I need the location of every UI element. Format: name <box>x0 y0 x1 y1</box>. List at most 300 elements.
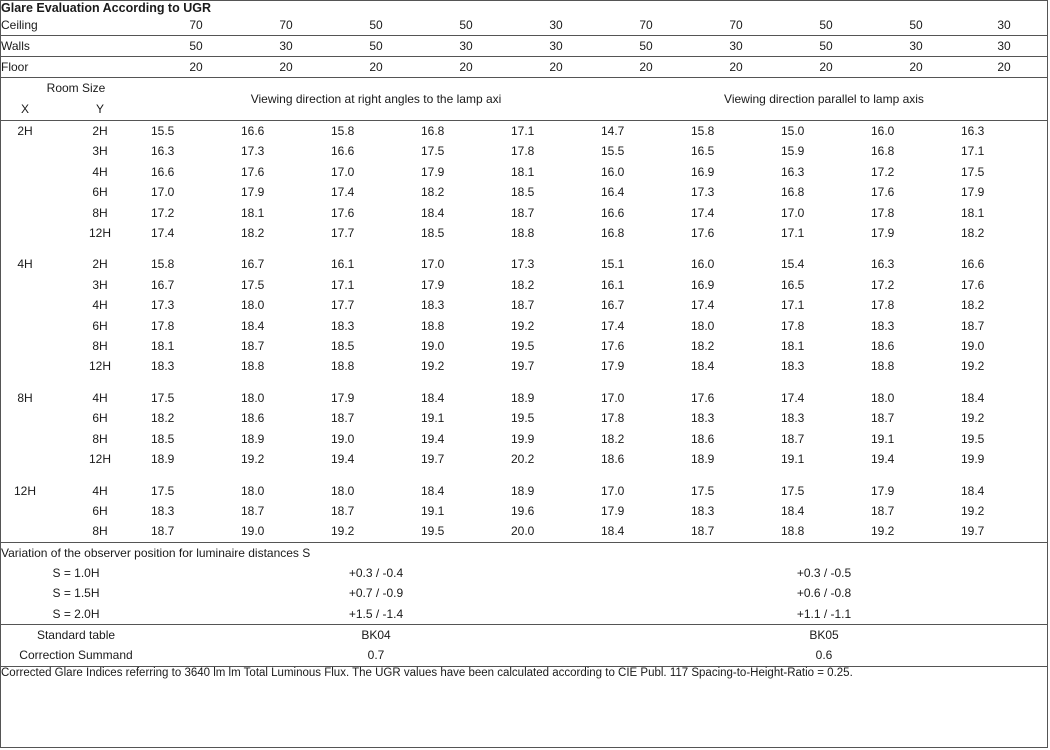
variation-label: S = 1.5H <box>52 586 100 601</box>
title-row <box>1 1 1047 15</box>
cell: 19.1 <box>871 431 895 446</box>
cell: 19.9 <box>511 431 535 446</box>
cell: 17.4 <box>691 205 715 220</box>
cell: 18.0 <box>241 298 265 313</box>
cell: 19.2 <box>331 524 355 539</box>
cell: 20.0 <box>511 524 535 539</box>
cell: 16.1 <box>601 277 625 292</box>
cell: 70 <box>729 18 743 32</box>
cell: 17.8 <box>151 318 175 333</box>
cell: 15.4 <box>781 257 805 272</box>
cell: 18.3 <box>781 359 805 374</box>
cell: 14.7 <box>601 124 625 138</box>
table-row-variation <box>1 604 1047 625</box>
x-value <box>1 336 49 356</box>
cell: 20 <box>369 60 383 74</box>
cell: 18.4 <box>691 359 715 374</box>
cell: 19.4 <box>331 452 355 467</box>
cell: 18.3 <box>151 359 175 374</box>
cell: 18.9 <box>511 483 535 498</box>
cell: 18.1 <box>241 205 265 220</box>
cell: 17.9 <box>421 277 445 292</box>
x-value <box>1 429 49 449</box>
y-value: 12H <box>88 359 111 374</box>
cell: 18.7 <box>691 524 715 539</box>
cell: 17.2 <box>871 164 895 179</box>
reflectance-label-floor: Floor <box>1 60 29 74</box>
table-row-walls <box>1 36 1047 57</box>
cell: 18.7 <box>871 411 895 426</box>
reflectance-label-ceiling: Ceiling <box>1 18 38 32</box>
cell: 18.2 <box>601 431 625 446</box>
cell: 16.0 <box>871 124 895 138</box>
table-row-floor <box>1 57 1047 78</box>
cell: 19.5 <box>511 339 535 354</box>
cell: 17.5 <box>151 390 175 405</box>
cell: 15.5 <box>601 144 625 159</box>
cell: 19.7 <box>511 359 535 374</box>
cell: 17.9 <box>601 359 625 374</box>
table-row-standard-table <box>1 624 1047 645</box>
cell: 30 <box>909 39 923 53</box>
cell: 18.0 <box>241 390 265 405</box>
cell: 18.5 <box>421 226 445 241</box>
x-value <box>1 182 49 202</box>
cell: 18.2 <box>691 339 715 354</box>
cell: 16.0 <box>601 164 625 179</box>
x-value: 12H <box>13 483 36 498</box>
cell: 17.7 <box>331 298 355 313</box>
cell: 17.6 <box>601 339 625 354</box>
cell: 16.5 <box>781 277 805 292</box>
cell: 20 <box>459 60 473 74</box>
cell: 17.2 <box>871 277 895 292</box>
cell: 17.9 <box>241 185 265 200</box>
variation-left: +1.5 / -1.4 <box>348 606 404 621</box>
x-value <box>1 408 49 428</box>
cell: 15.8 <box>151 257 175 272</box>
cell: 70 <box>189 18 203 32</box>
table-row <box>1 223 1047 243</box>
y-value: 3H <box>92 277 108 292</box>
cell: 18.6 <box>601 452 625 467</box>
cell: 18.7 <box>871 503 895 518</box>
cell: 20 <box>279 60 293 74</box>
cell: 18.0 <box>241 483 265 498</box>
page-title: Glare Evaluation According to UGR <box>1 1 211 15</box>
cell: 19.2 <box>961 411 985 426</box>
cell: 17.5 <box>781 483 805 498</box>
cell: 18.4 <box>961 390 985 405</box>
y-value: 4H <box>92 390 108 405</box>
cell: 18.4 <box>421 390 445 405</box>
cell: 17.9 <box>421 164 445 179</box>
cell: 17.4 <box>601 318 625 333</box>
standard-table-right: BK05 <box>809 627 839 642</box>
cell: 30 <box>279 39 293 53</box>
cell: 16.7 <box>151 277 175 292</box>
cell: 18.1 <box>511 164 535 179</box>
x-value <box>1 162 49 182</box>
y-value: 2H <box>92 124 108 138</box>
cell: 18.4 <box>781 503 805 518</box>
x-value <box>1 223 49 243</box>
cell: 18.8 <box>781 524 805 539</box>
table-row-variation <box>1 563 1047 583</box>
x-value <box>1 449 49 469</box>
cell: 18.9 <box>151 452 175 467</box>
cell: 30 <box>997 39 1011 53</box>
table-row-ceiling <box>1 15 1047 36</box>
cell: 17.6 <box>691 390 715 405</box>
cell: 17.0 <box>601 390 625 405</box>
table-row <box>1 275 1047 295</box>
cell: 15.0 <box>781 124 805 138</box>
table-row <box>1 182 1047 202</box>
cell: 19.0 <box>961 339 985 354</box>
x-value: 4H <box>17 257 33 272</box>
cell: 16.6 <box>601 205 625 220</box>
cell: 18.7 <box>151 524 175 539</box>
cell: 30 <box>997 18 1011 32</box>
cell: 50 <box>909 18 923 32</box>
cell: 17.9 <box>961 185 985 200</box>
cell: 15.5 <box>151 124 175 138</box>
cell: 18.2 <box>151 411 175 426</box>
cell: 18.9 <box>511 390 535 405</box>
cell: 18.4 <box>601 524 625 539</box>
cell: 20 <box>997 60 1011 74</box>
cell: 15.1 <box>601 257 625 272</box>
cell: 17.9 <box>871 226 895 241</box>
cell: 15.8 <box>691 124 715 138</box>
x-header: X <box>20 102 29 116</box>
cell: 18.1 <box>151 339 175 354</box>
cell: 19.2 <box>961 503 985 518</box>
cell: 17.1 <box>961 144 985 159</box>
cell: 16.8 <box>421 124 445 138</box>
cell: 17.5 <box>241 277 265 292</box>
cell: 18.4 <box>421 205 445 220</box>
y-value: 4H <box>92 298 108 313</box>
y-value: 4H <box>92 164 108 179</box>
footer-row <box>1 666 1047 679</box>
cell: 19.0 <box>331 431 355 446</box>
cell: 17.4 <box>781 390 805 405</box>
table-row <box>1 356 1047 376</box>
variation-right: +1.1 / -1.1 <box>796 606 852 621</box>
cell: 18.5 <box>151 431 175 446</box>
cell: 19.2 <box>961 359 985 374</box>
cell: 50 <box>819 18 833 32</box>
room-size-header: Room Size <box>46 81 106 95</box>
cell: 18.5 <box>511 185 535 200</box>
cell: 19.1 <box>421 411 445 426</box>
cell: 18.8 <box>421 318 445 333</box>
correction-summand-left: 0.7 <box>367 648 385 663</box>
cell: 18.3 <box>871 318 895 333</box>
x-value <box>1 356 49 376</box>
cell: 18.9 <box>241 431 265 446</box>
cell: 18.2 <box>961 298 985 313</box>
cell: 20 <box>639 60 653 74</box>
y-value: 12H <box>88 226 111 241</box>
cell: 16.6 <box>961 257 985 272</box>
cell: 18.7 <box>961 318 985 333</box>
cell: 17.8 <box>871 298 895 313</box>
cell: 17.8 <box>511 144 535 159</box>
cell: 18.6 <box>691 431 715 446</box>
cell: 30 <box>549 39 563 53</box>
cell: 18.7 <box>781 431 805 446</box>
variation-label: S = 2.0H <box>52 606 100 621</box>
table-row-correction-summand <box>1 645 1047 666</box>
y-value: 8H <box>92 339 108 354</box>
cell: 30 <box>549 18 563 32</box>
cell: 18.5 <box>331 339 355 354</box>
cell: 18.8 <box>511 226 535 241</box>
cell: 18.6 <box>871 339 895 354</box>
y-value: 12H <box>88 452 111 467</box>
cell: 18.2 <box>241 226 265 241</box>
y-value: 6H <box>92 411 108 426</box>
cell: 16.3 <box>151 144 175 159</box>
cell: 18.6 <box>241 411 265 426</box>
cell: 18.1 <box>961 205 985 220</box>
cell: 18.0 <box>331 483 355 498</box>
correction-summand-label: Correction Summand <box>19 648 133 663</box>
x-value <box>1 203 49 223</box>
cell: 17.9 <box>601 503 625 518</box>
cell: 19.1 <box>781 452 805 467</box>
variation-right: +0.3 / -0.5 <box>796 565 852 580</box>
cell: 18.2 <box>421 185 445 200</box>
cell: 17.5 <box>421 144 445 159</box>
table-row <box>1 336 1047 356</box>
cell: 17.3 <box>691 185 715 200</box>
cell: 19.4 <box>421 431 445 446</box>
variation-left: +0.3 / -0.4 <box>348 565 404 580</box>
cell: 16.3 <box>871 257 895 272</box>
cell: 18.0 <box>691 318 715 333</box>
table-row <box>1 203 1047 223</box>
cell: 50 <box>369 18 383 32</box>
cell: 18.8 <box>241 359 265 374</box>
cell: 17.6 <box>241 164 265 179</box>
cell: 18.7 <box>511 298 535 313</box>
group-spacer <box>1 470 1047 481</box>
cell: 17.8 <box>871 205 895 220</box>
x-value <box>1 275 49 295</box>
standard-table-label: Standard table <box>36 627 116 642</box>
cell: 16.8 <box>781 185 805 200</box>
cell: 19.7 <box>421 452 445 467</box>
cell: 17.3 <box>511 257 535 272</box>
cell: 19.2 <box>871 524 895 539</box>
cell: 18.0 <box>871 390 895 405</box>
cell: 50 <box>639 39 653 53</box>
cell: 19.0 <box>241 524 265 539</box>
cell: 15.9 <box>781 144 805 159</box>
cell: 19.2 <box>241 452 265 467</box>
cell: 17.1 <box>331 277 355 292</box>
variation-left: +0.7 / -0.9 <box>348 586 404 601</box>
table-row <box>1 121 1047 142</box>
cell: 17.2 <box>151 205 175 220</box>
y-value: 4H <box>92 483 108 498</box>
cell: 19.2 <box>421 359 445 374</box>
cell: 17.6 <box>871 185 895 200</box>
cell: 16.7 <box>241 257 265 272</box>
cell: 70 <box>279 18 293 32</box>
group-spacer <box>1 377 1047 388</box>
y-value: 6H <box>92 503 108 518</box>
x-value <box>1 501 49 521</box>
cell: 17.8 <box>601 411 625 426</box>
cell: 30 <box>459 39 473 53</box>
cell: 18.4 <box>241 318 265 333</box>
x-value <box>1 521 49 542</box>
cell: 18.7 <box>511 205 535 220</box>
cell: 17.6 <box>961 277 985 292</box>
cell: 18.3 <box>151 503 175 518</box>
cell: 16.6 <box>151 164 175 179</box>
cell: 17.1 <box>781 298 805 313</box>
cell: 17.5 <box>151 483 175 498</box>
table-row <box>1 449 1047 469</box>
cell: 16.6 <box>331 144 355 159</box>
cell: 17.0 <box>601 483 625 498</box>
cell: 17.7 <box>331 226 355 241</box>
cell: 17.1 <box>511 124 535 138</box>
cell: 19.1 <box>421 503 445 518</box>
group-spacer <box>1 243 1047 254</box>
cell: 18.7 <box>331 411 355 426</box>
cell: 20 <box>549 60 563 74</box>
cell: 18.8 <box>871 359 895 374</box>
cell: 50 <box>459 18 473 32</box>
cell: 17.4 <box>151 226 175 241</box>
cell: 18.4 <box>421 483 445 498</box>
cell: 17.0 <box>421 257 445 272</box>
cell: 19.5 <box>511 411 535 426</box>
cell: 17.5 <box>691 483 715 498</box>
x-value <box>1 141 49 161</box>
cell: 50 <box>369 39 383 53</box>
y-value: 8H <box>92 524 108 539</box>
cell: 16.0 <box>691 257 715 272</box>
table-row <box>1 316 1047 336</box>
cell: 19.4 <box>871 452 895 467</box>
cell: 18.7 <box>241 503 265 518</box>
cell: 16.8 <box>871 144 895 159</box>
cell: 18.3 <box>421 298 445 313</box>
cell: 19.5 <box>961 431 985 446</box>
reflectance-label-walls: Walls <box>1 39 30 53</box>
footer-note: Corrected Glare Indices referring to 3640 lm lm Total Luminous Flux. The UGR values have been calculated according to CIE Publ. 117 Spacing-to-Height-Ratio = 0.25. <box>1 666 853 679</box>
table-row <box>1 141 1047 161</box>
cell: 70 <box>639 18 653 32</box>
table-row <box>1 501 1047 521</box>
table-row <box>1 429 1047 449</box>
cell: 20 <box>729 60 743 74</box>
cell: 18.4 <box>961 483 985 498</box>
table-row-variation <box>1 583 1047 603</box>
cell: 18.2 <box>961 226 985 241</box>
cell: 19.9 <box>961 452 985 467</box>
cell: 18.2 <box>511 277 535 292</box>
x-value: 8H <box>17 390 33 405</box>
group-header-row <box>1 78 1047 100</box>
cell: 18.3 <box>691 411 715 426</box>
cell: 19.2 <box>511 318 535 333</box>
y-value: 6H <box>92 318 108 333</box>
table-row <box>1 408 1047 428</box>
cell: 16.9 <box>691 277 715 292</box>
cell: 18.9 <box>691 452 715 467</box>
cell: 19.6 <box>511 503 535 518</box>
cell: 18.7 <box>331 503 355 518</box>
cell: 18.1 <box>781 339 805 354</box>
cell: 17.0 <box>781 205 805 220</box>
group-header-parallel: Viewing direction parallel to lamp axis <box>724 91 924 106</box>
cell: 16.4 <box>601 185 625 200</box>
y-value: 8H <box>92 431 108 446</box>
cell: 17.5 <box>961 164 985 179</box>
x-value: 2H <box>17 124 33 138</box>
cell: 16.9 <box>691 164 715 179</box>
variation-heading-row <box>1 542 1047 563</box>
table-row <box>1 481 1047 501</box>
cell: 15.8 <box>331 124 355 138</box>
cell: 17.8 <box>781 318 805 333</box>
cell: 17.6 <box>331 205 355 220</box>
y-header: Y <box>95 102 104 116</box>
cell: 17.3 <box>241 144 265 159</box>
cell: 50 <box>819 39 833 53</box>
cell: 16.3 <box>961 124 985 138</box>
variation-heading: Variation of the observer position for luminaire distances S <box>1 542 1047 563</box>
cell: 17.4 <box>691 298 715 313</box>
cell: 16.1 <box>331 257 355 272</box>
cell: 50 <box>189 39 203 53</box>
cell: 16.3 <box>781 164 805 179</box>
cell: 17.9 <box>331 390 355 405</box>
cell: 18.7 <box>241 339 265 354</box>
y-value: 2H <box>92 257 108 272</box>
cell: 17.9 <box>871 483 895 498</box>
cell: 20 <box>909 60 923 74</box>
cell: 17.6 <box>691 226 715 241</box>
cell: 18.3 <box>691 503 715 518</box>
cell: 16.6 <box>241 124 265 138</box>
cell: 20 <box>189 60 203 74</box>
cell: 19.5 <box>421 524 445 539</box>
cell: 20.2 <box>511 452 535 467</box>
table-row <box>1 295 1047 315</box>
x-value <box>1 316 49 336</box>
standard-table-left: BK04 <box>361 627 391 642</box>
cell: 18.3 <box>781 411 805 426</box>
cell: 19.0 <box>421 339 445 354</box>
cell: 17.3 <box>151 298 175 313</box>
ugr-table <box>1 1 1047 679</box>
cell: 20 <box>819 60 833 74</box>
group-header-right-angles: Viewing direction at right angles to the lamp axi <box>250 91 502 106</box>
cell: 16.5 <box>691 144 715 159</box>
table-row <box>1 388 1047 408</box>
y-value: 6H <box>92 185 108 200</box>
